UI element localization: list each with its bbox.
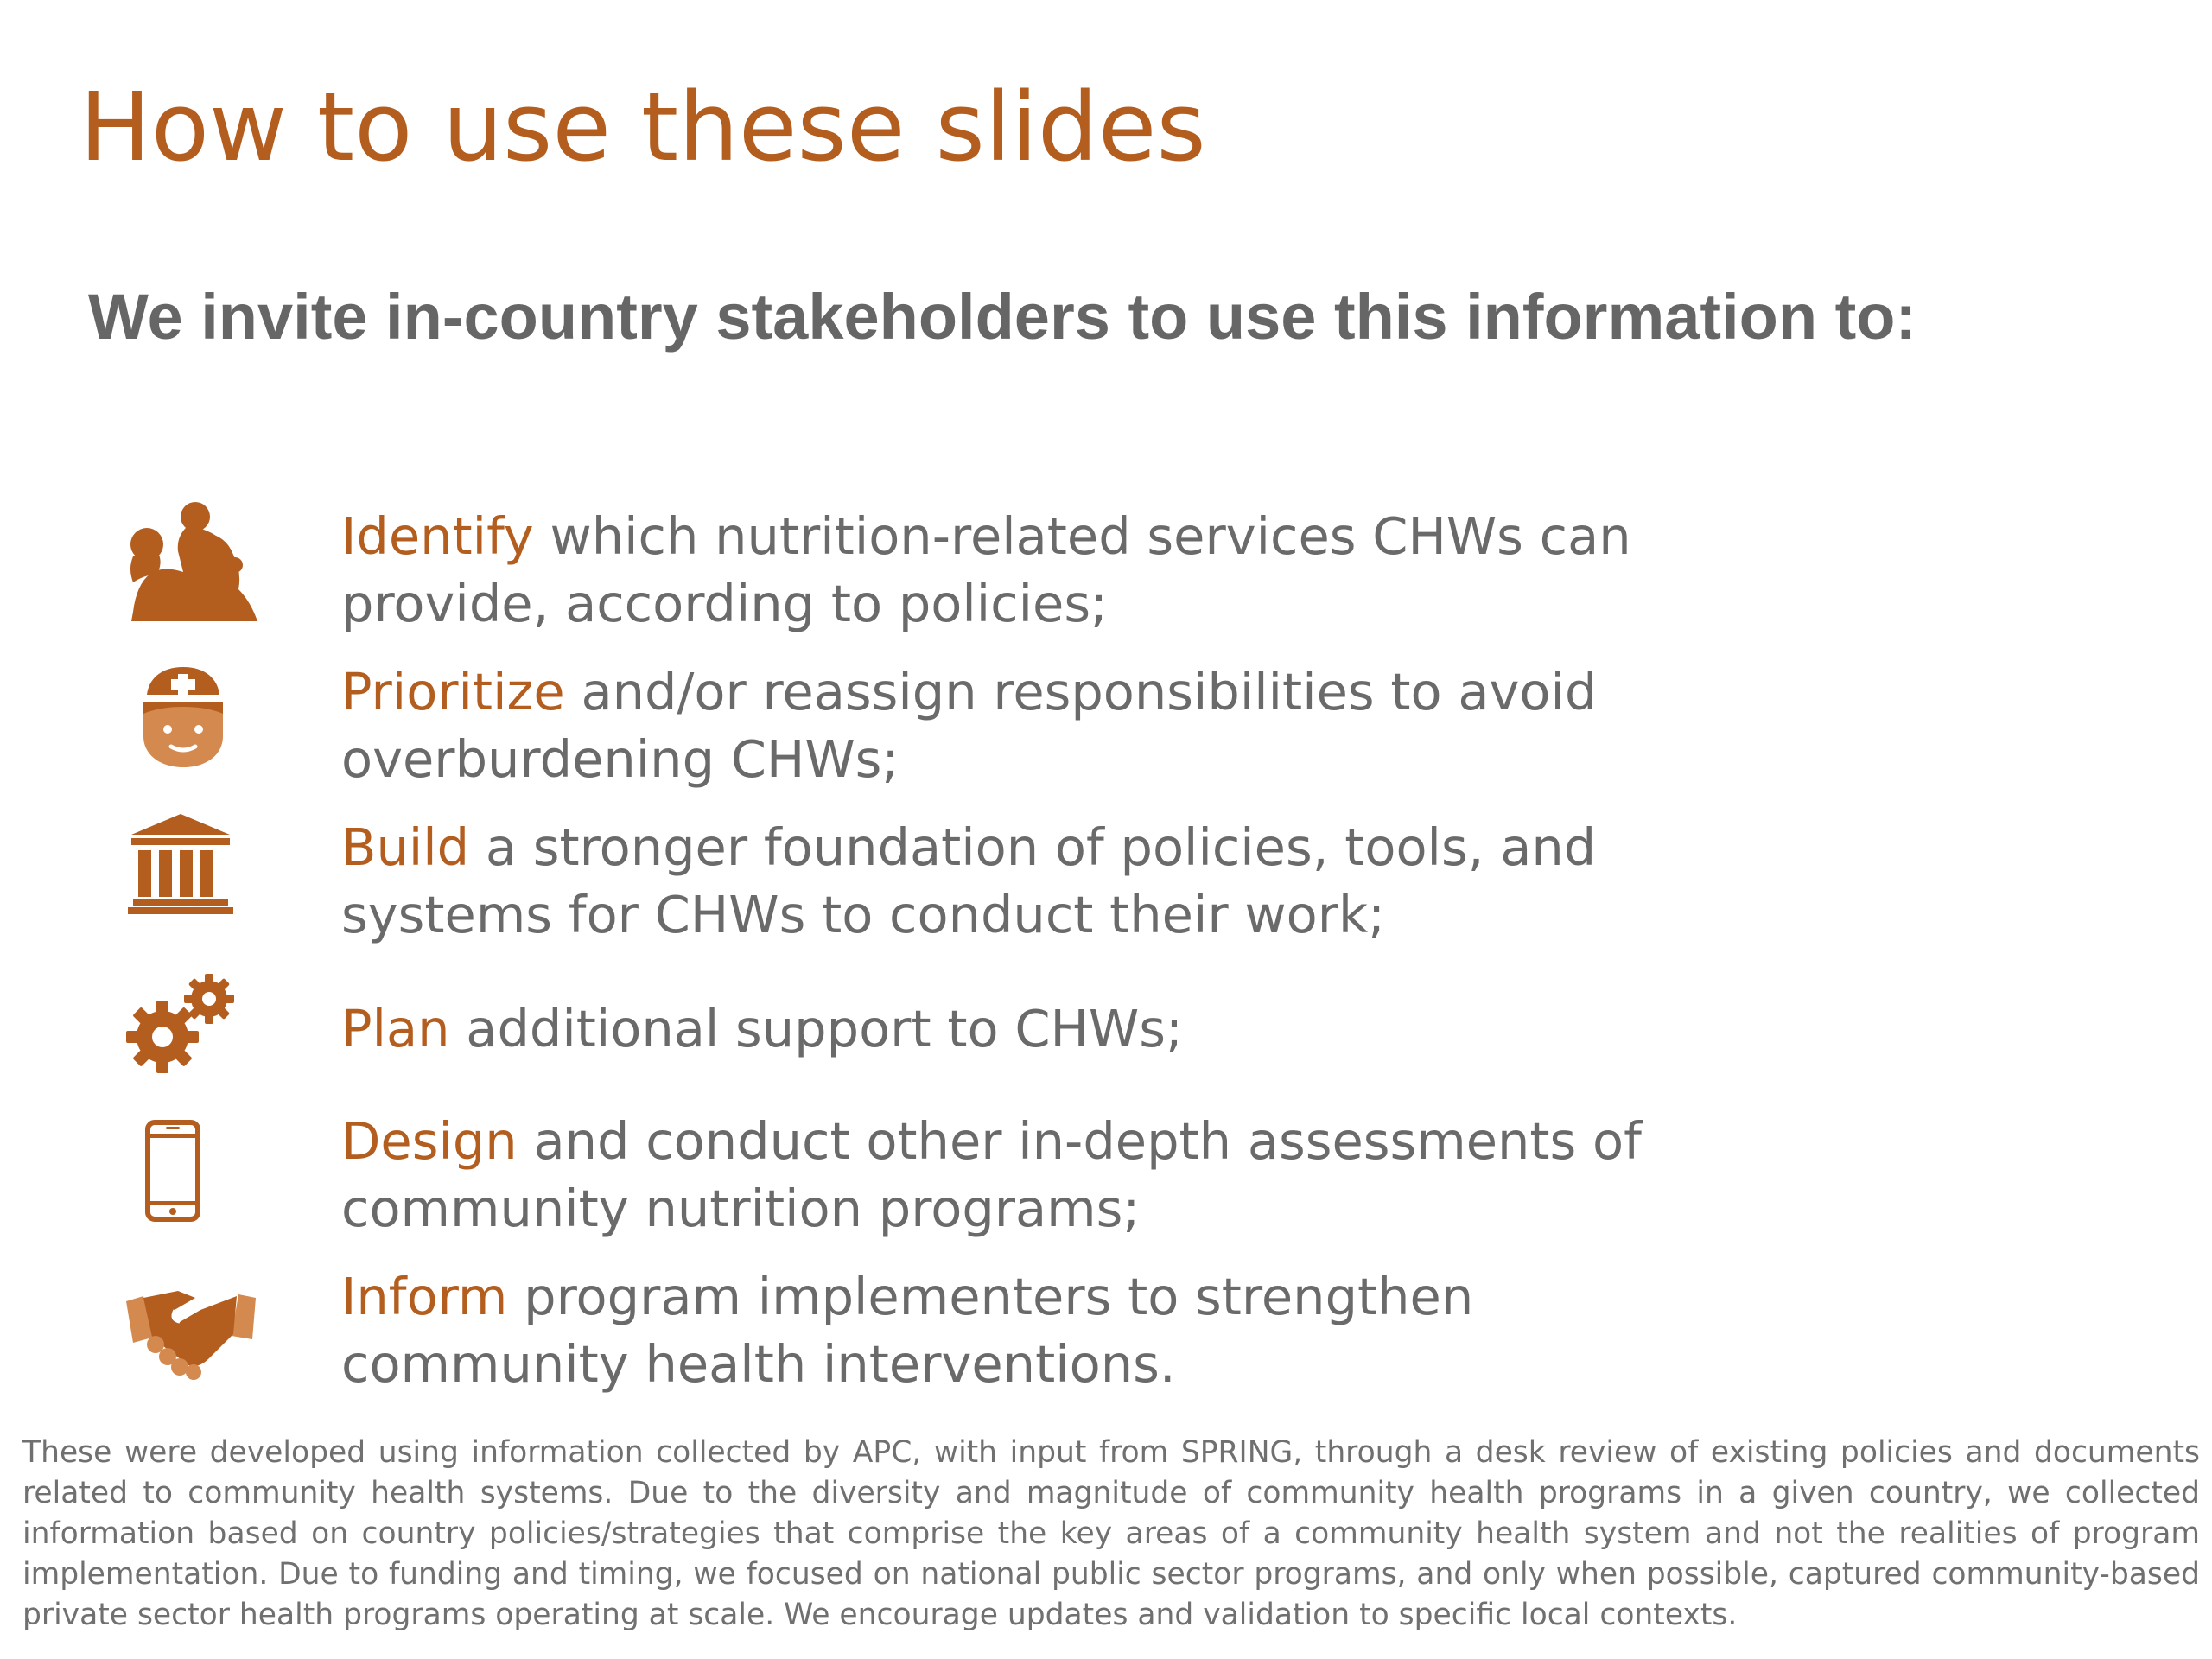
item-description: additional support to CHWs; [449,999,1183,1058]
mobile-phone-icon [145,1120,200,1222]
item-description: and/or reassign responsibilities to avoid overburdening CHWs; [341,662,1598,789]
item-description: which nutrition-related services CHWs can provide, according to policies; [341,506,1631,633]
mother-child-icon [128,499,259,622]
item-keyword: Inform [341,1267,508,1326]
item-text [341,995,1707,1063]
item-keyword: Prioritize [341,662,565,721]
item-keyword: Design [341,1111,518,1171]
item-keyword: Build [341,817,470,877]
gears-icon [126,971,237,1075]
item-keyword: Identify [341,506,534,566]
item-text [341,1263,1707,1398]
handshake-icon [126,1284,256,1381]
item-keyword: Plan [341,999,450,1058]
item-text [341,1108,1707,1243]
slide-title: How to use these slides [79,72,1206,182]
item-text [341,814,1707,949]
footnote: These were developed using information collected by APC, with input from SPRING, through a desk review of existing policies and documents related to community health systems. Due to the diversity and magnitude of community health programs in a given country, we collected information based on country policies/strategies that comprise the key areas of a community health system and not the realities of program implementation. Due to funding and timing, we focused on national public sector programs, and only when possible, captured community-based private sector health programs operating at scale. We encourage updates and validation to specific local contexts. [22,1435,2200,1632]
item-description: and conduct other in-depth assessments of community nutrition programs; [341,1111,1642,1238]
nurse-icon [135,665,232,769]
slide-subtitle: We invite in-country stakeholders to use this information to: [88,281,1917,353]
item-description: a stronger foundation of policies, tools, and systems for CHWs to conduct their work; [341,817,1597,944]
building-columns-icon [128,812,233,914]
item-description: program implementers to strengthen community health interventions. [341,1267,1474,1394]
item-text [341,503,1707,638]
item-text [341,658,1707,793]
